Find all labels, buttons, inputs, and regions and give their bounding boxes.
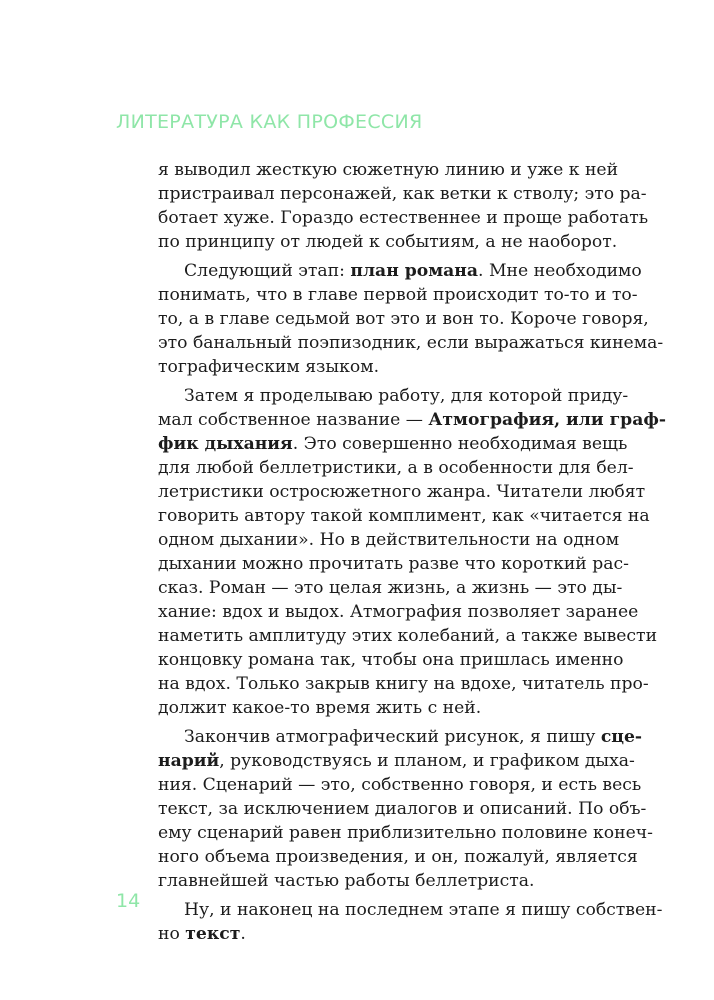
text-line xyxy=(158,845,638,869)
running-head: ЛИТЕРАТУРА КАК ПРОФЕССИЯ xyxy=(116,111,423,133)
paragraph xyxy=(158,725,653,893)
text-run: . Это совершенно необходимая вещь xyxy=(292,434,628,454)
text-line xyxy=(158,797,647,821)
body-text xyxy=(158,158,666,946)
text-run: по принципу от людей к событиям, а не наоборот. xyxy=(158,232,618,252)
page-number: 14 xyxy=(116,890,141,912)
text-line xyxy=(158,432,628,456)
text-line xyxy=(158,384,629,408)
text-run: понимать, что в главе первой происходит то-то и то- xyxy=(158,285,638,305)
text-run: , руководствуясь и планом, и графиком дыха- xyxy=(219,751,635,771)
text-run: пристраивал персонажей, как ветки к стволу; это ра- xyxy=(158,184,647,204)
text-run: мал собственное название — xyxy=(158,410,429,430)
text-run: ния. Сценарий — это, собственно говоря, и есть весь xyxy=(158,775,642,795)
text-run: ного объема произведения, и он, пожалуй, является xyxy=(158,847,638,867)
paragraph xyxy=(158,158,649,254)
text-line xyxy=(158,869,600,893)
text-run: то, а в главе седьмой вот это и вон то. Короче говоря, xyxy=(158,309,649,329)
text-line xyxy=(158,576,623,600)
text-line xyxy=(158,480,646,504)
text-line xyxy=(158,307,649,331)
text-run: одном дыхании». Но в действительности на одном xyxy=(158,530,620,550)
text-run: я выводил жесткую сюжетную линию и уже к ней xyxy=(158,160,619,180)
paragraph xyxy=(158,384,666,720)
text-line xyxy=(158,206,649,230)
text-line xyxy=(158,600,639,624)
text-line xyxy=(158,725,643,749)
text-run: на вдох. Только закрыв книгу на вдохе, читатель про- xyxy=(158,674,649,694)
text-line xyxy=(158,355,600,379)
text-run: тографическим языком. xyxy=(158,357,380,377)
text-line xyxy=(158,821,653,845)
text-run: это банальный поэпизодник, если выражаться кинема- xyxy=(158,333,664,353)
text-run: текст, за исключением диалогов и описаний. По объ- xyxy=(158,799,647,819)
text-line xyxy=(158,259,642,283)
text-line xyxy=(158,922,600,946)
text-run: говорить автору такой комплимент, как «читается на xyxy=(158,506,650,526)
bold-term: Атмография, или граф- xyxy=(428,410,666,430)
text-line xyxy=(158,528,620,552)
text-line xyxy=(158,552,629,576)
text-run: . Мне необходимо xyxy=(478,261,642,281)
text-run: для любой беллетристики, а в особенности для бел- xyxy=(158,458,634,478)
text-line xyxy=(158,158,619,182)
text-line xyxy=(158,283,638,307)
bold-term: нарий xyxy=(158,751,220,771)
text-run: Закончив атмографический рисунок, я пишу xyxy=(184,727,601,747)
text-line xyxy=(158,749,635,773)
bold-term: фик дыхания xyxy=(158,434,293,454)
text-line xyxy=(158,331,664,355)
text-line xyxy=(158,696,600,720)
text-run: наметить амплитуду этих колебаний, а также вывести xyxy=(158,626,658,646)
text-run: дыхании можно прочитать разве что короткий рас- xyxy=(158,554,629,574)
text-line xyxy=(158,456,634,480)
bold-term: план романа xyxy=(350,261,479,281)
bold-term: сце- xyxy=(600,727,643,747)
text-line xyxy=(158,648,624,672)
text-line xyxy=(158,408,666,432)
text-run: ему сценарий равен приблизительно половине конеч- xyxy=(158,823,653,843)
text-run: Ну, и наконец на последнем этапе я пишу собствен- xyxy=(184,900,663,920)
text-line xyxy=(158,182,647,206)
text-run: должит какое-то время жить с ней. xyxy=(158,698,482,718)
text-run: но xyxy=(158,924,186,944)
text-run: . xyxy=(240,924,246,944)
text-line xyxy=(158,504,650,528)
text-run: концовку романа так, чтобы она пришлась именно xyxy=(158,650,624,670)
text-run: ботает хуже. Гораздо естественнее и проще работать xyxy=(158,208,649,228)
paragraph xyxy=(158,259,664,379)
text-line xyxy=(158,624,658,648)
text-line xyxy=(158,230,618,254)
paragraph xyxy=(158,898,663,946)
text-run: Затем я проделываю работу, для которой приду- xyxy=(184,386,629,406)
text-run: летристики остросюжетного жанра. Читатели любят xyxy=(158,482,646,502)
text-line xyxy=(158,773,642,797)
text-run: главнейшей частью работы беллетриста. xyxy=(158,871,535,891)
text-line xyxy=(158,898,663,922)
text-line xyxy=(158,672,649,696)
text-run: сказ. Роман — это целая жизнь, а жизнь — это ды- xyxy=(158,578,623,598)
text-run: Следующий этап: xyxy=(184,261,351,281)
text-run: хание: вдох и выдох. Атмография позволяет заранее xyxy=(158,602,639,622)
bold-term: текст xyxy=(185,924,241,944)
